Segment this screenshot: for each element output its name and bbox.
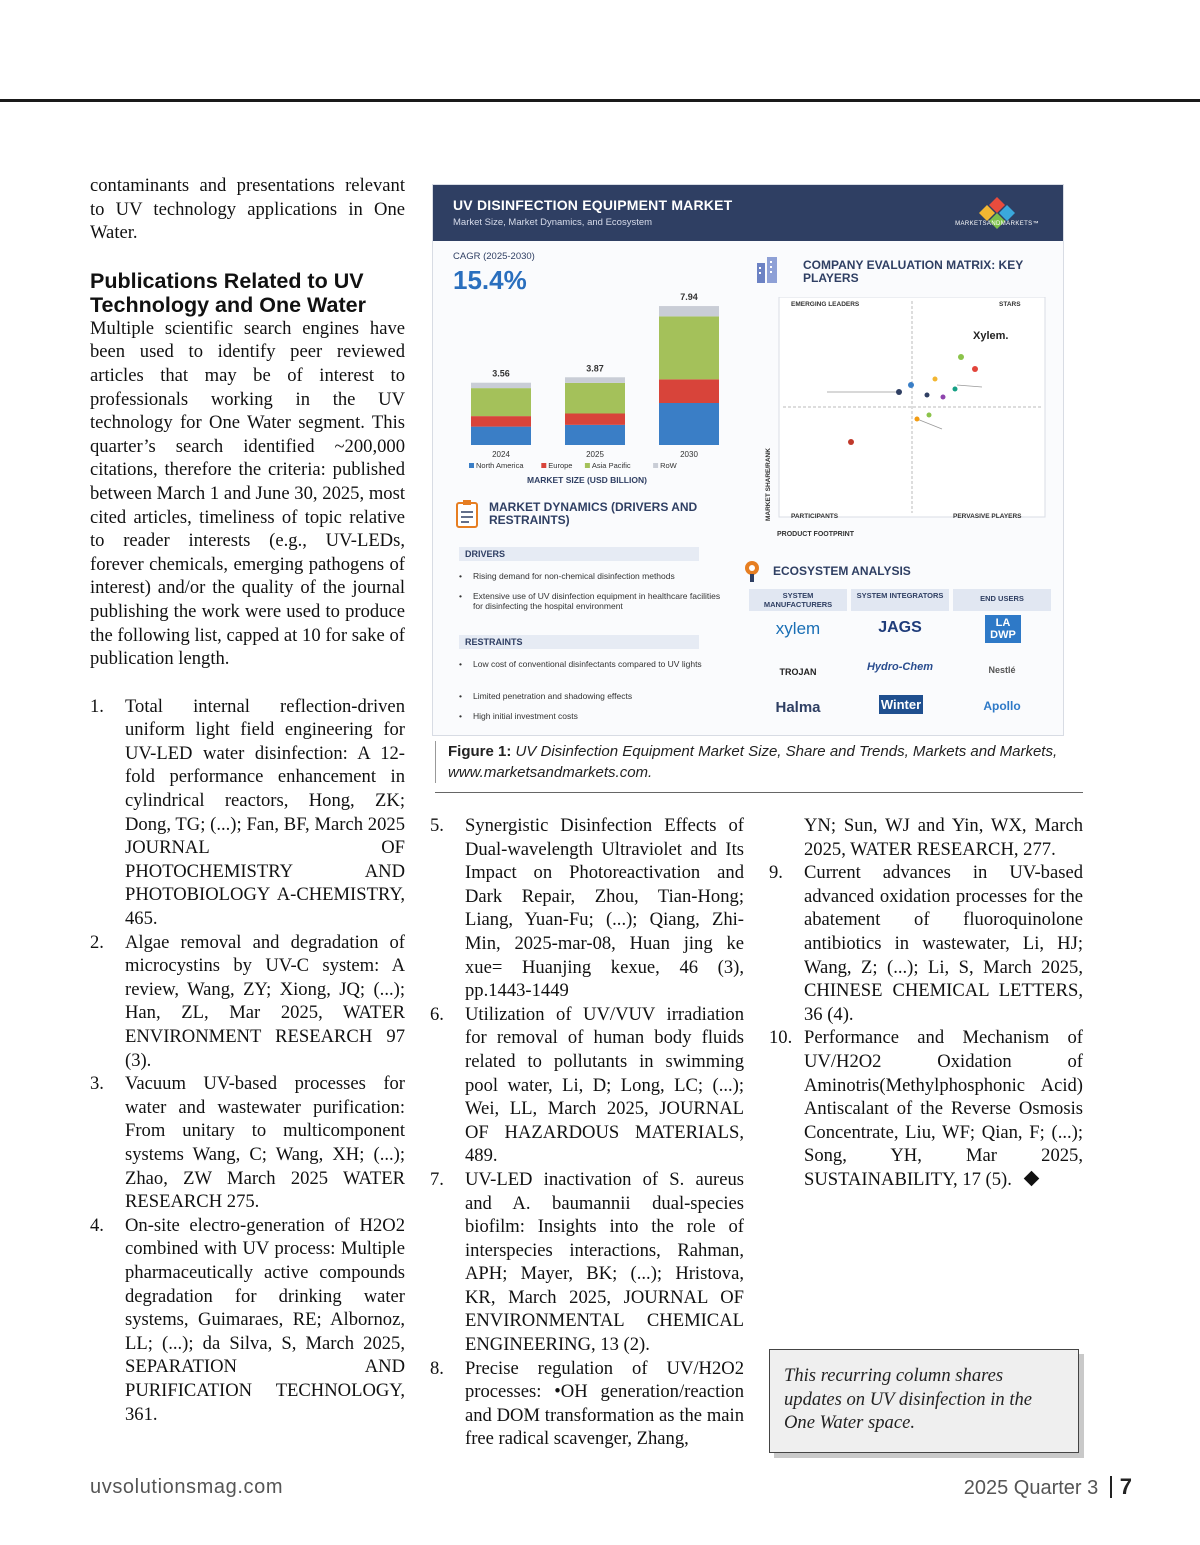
market-share-axis-label: MARKET SHARE/RANK bbox=[765, 448, 772, 521]
section-body: Multiple scientific search engines have been used to identify peer reviewed articles that may be of interest to professionals working in the UV technology for One Water segment. This quarter’s search identified ~200,000 citations, therefore the criteria: published between March 1 and June 30, 2025, most cited articles, timeliness of topic relative to reader interests (e.g., UV-LEDs, forever chemicals, emerging pathogens of interest) and/or the quality of the journal publishing the work were used to produce the following list, capped at 10 for sake of publication length. bbox=[90, 317, 405, 670]
legend-label: Europe bbox=[548, 461, 573, 470]
matrix-point bbox=[915, 417, 920, 422]
legend-swatch bbox=[541, 463, 546, 468]
driver-item: • Rising demand for non-chemical disinfection methods bbox=[461, 571, 726, 581]
x-tick-label: 2025 bbox=[586, 450, 604, 459]
caption-rule bbox=[435, 792, 1083, 793]
footer-site[interactable]: uvsolutionsmag.com bbox=[90, 1476, 284, 1498]
reference-item: 9. Current advances in UV-based advanced oxidation processes for the abatement of fluoroquinolone antibiotics in wastewater, Li, HJ; Wang, Z; (...); Li, S, March 2025, CHINESE CHEMICAL LETTERS, 36 (4). bbox=[769, 862, 1083, 1025]
ladwp-logo: LA DWP bbox=[985, 615, 1021, 643]
issue-label: 2025 Quarter 3 bbox=[963, 1477, 1099, 1499]
nestle-logo: Nestlé bbox=[988, 665, 1016, 675]
footer-issue bbox=[964, 1474, 1132, 1500]
apollo-logo: Apollo bbox=[983, 699, 1021, 713]
bar-total-label: 3.87 bbox=[586, 363, 604, 374]
caption-text: UV Disinfection Equipment Market Size, Share and Trends, Markets and Markets, www.marketsandmarkets.com. bbox=[448, 743, 1058, 781]
section-heading: Publications Related to UV Technology and One Water bbox=[90, 268, 366, 317]
intro-paragraph: contaminants and presentations relevant to UV technology applications in One Water. bbox=[90, 175, 405, 244]
matrix-point bbox=[908, 382, 914, 388]
reference-item: 2. Algae removal and degradation of microcystins by UV-C system: A review, Wang, ZY; Xiong, JQ; (...); Han, ZL, Mar 2025, WATER ENVIRONMENT RESEARCH 97 (3). bbox=[90, 931, 405, 1071]
x-tick-label: 2024 bbox=[492, 450, 510, 459]
drivers-tag: DRIVERS bbox=[459, 547, 699, 561]
column-1 bbox=[90, 174, 405, 1426]
figure-header bbox=[433, 185, 1064, 241]
reference-list-1 bbox=[90, 695, 405, 1426]
restraints-tag: RESTRAINTS bbox=[459, 635, 699, 649]
reference-item: 3. Vacuum UV-based processes for water and wastewater purification: From unitary to multicomponent systems Wang, C; Wang, XH; (...); Zhao, ZW March 2025 WATER RESEARCH 275. bbox=[90, 1073, 405, 1213]
column-callout: This recurring column shares updates on UV disinfection in the One Water space. bbox=[769, 1349, 1079, 1453]
bar-segment bbox=[565, 377, 625, 383]
buildings-icon bbox=[755, 255, 781, 285]
product-footprint-label: PRODUCT FOOTPRINT bbox=[777, 531, 854, 538]
market-size-chart bbox=[453, 285, 743, 495]
bar-segment bbox=[471, 416, 531, 427]
column-2 bbox=[430, 814, 744, 1451]
matrix-title: COMPANY EVALUATION MATRIX: KEY PLAYERS bbox=[803, 258, 1024, 285]
figure-title: UV DISINFECTION EQUIPMENT MARKET bbox=[453, 197, 733, 213]
reference-item: 6. Utilization of UV/VUV irradiation for removal of human body fluids related to pollutants in swimming pool water, Li, D; Long, LC; (...); Wei, LL, March 2025, JOURNAL OF HAZARDOUS MATERIALS, 489. bbox=[430, 1003, 744, 1167]
stars-label: STARS bbox=[999, 301, 1021, 308]
figure-caption bbox=[435, 741, 1083, 783]
bar-segment bbox=[659, 403, 719, 445]
x-tick-label: 2030 bbox=[680, 450, 698, 459]
reference-item: 4. On-site electro-generation of H2O2 combined with UV process: Multiple pharmaceutically active compounds degradation for drinking water systems, Guimaraes, RE; Albornoz, LL; (...); da Silva, S, March 2025, SEPARATION AND PURIFICATION TECHNOLOGY, 361. bbox=[90, 1214, 405, 1425]
ecosystem-head-end-users: END USERS bbox=[953, 589, 1051, 611]
legend-label: North America bbox=[476, 461, 524, 470]
logo-text: MARKETSANDMARKETS™ bbox=[955, 221, 1039, 227]
bar-segment bbox=[659, 379, 719, 403]
market-size-label: MARKET SIZE (USD BILLION) bbox=[527, 475, 647, 485]
hydro-chem-logo: Hydro-Chem bbox=[866, 661, 933, 673]
clipboard-icon bbox=[455, 499, 479, 529]
reference-item: 5. Synergistic Disinfection Effects of Dual-wavelength Ultraviolet and Its Impact on Photoreactivation and Dark Repair, Zhou, Tian-Hong; Liang, Yuan-Fu; (...); Qiang, Zhi-Min, 2025-mar-08, Huan jing ke xue= Huanjing kexue, 46 (3), pp.1443-1449 bbox=[430, 815, 744, 1002]
reference-list-2 bbox=[430, 814, 744, 1451]
bar-segment bbox=[659, 316, 719, 379]
reference-item: 7. UV-LED inactivation of S. aureus and A. baumannii dual-species biofilm: Insights into the role of interspecies interactions, Rahman, APH; Mayer, BK; (...); Hristova, KR, March 2025, JOURNAL OF ENVIRONMENTAL CHEMICAL ENGINEERING, 13 (2). bbox=[430, 1168, 744, 1356]
leader-label: Xylem. bbox=[973, 330, 1009, 342]
matrix-point bbox=[927, 413, 932, 418]
bar-segment bbox=[471, 388, 531, 416]
bar-segment bbox=[565, 414, 625, 425]
legend-label: Asia Pacific bbox=[591, 461, 631, 470]
figure-subtitle: Market Size, Market Dynamics, and Ecosystem bbox=[453, 217, 653, 228]
halma-logo: Halma bbox=[775, 699, 821, 716]
caption-label: Figure 1: bbox=[448, 743, 512, 760]
reference-item: 1. Total internal reflection-driven uniform light field engineering for UV-LED water disinfection: A 12-fold performance enhancement in cylindrical reactors, Hong, ZK; Dong, TG; (...); Fan, BF, March 2025 JOURNAL OF PHOTOCHEMISTRY AND PHOTOBIOLOGY A-CHEMISTRY, 465. bbox=[90, 695, 405, 930]
bar-segment bbox=[565, 425, 625, 445]
ecosystem-icon bbox=[743, 559, 761, 583]
reference-list-3 bbox=[769, 861, 1083, 1191]
cagr-value: 15.4% bbox=[453, 265, 527, 295]
matrix-point bbox=[848, 439, 854, 445]
legend-swatch bbox=[653, 463, 658, 468]
participants-label: PARTICIPANTS bbox=[791, 513, 839, 520]
restraint-item: • High initial investment costs bbox=[461, 711, 726, 721]
footer-divider bbox=[1110, 1476, 1112, 1498]
legend-label: RoW bbox=[660, 461, 677, 470]
bar-segment bbox=[471, 427, 531, 445]
matrix-point bbox=[896, 389, 902, 395]
winter-logo: Winter bbox=[880, 697, 922, 712]
end-mark-icon bbox=[1024, 1171, 1040, 1187]
restraint-item: • Limited penetration and shadowing effects bbox=[461, 691, 726, 701]
xylem-logo: xylem bbox=[775, 619, 821, 638]
bar-segment bbox=[565, 383, 625, 414]
ecosystem-head-manufacturers: SYSTEM MANUFACTURERS bbox=[749, 589, 847, 611]
bar-segment bbox=[659, 306, 719, 316]
reference-item: 8. Precise regulation of UV/H2O2 processes: •OH generation/reaction and DOM transformation as the main free radical scavenger, Zhang, bbox=[430, 1357, 744, 1450]
restraint-item: • Low cost of conventional disinfectants compared to UV lights bbox=[461, 659, 726, 669]
bar-total-label: 7.94 bbox=[680, 292, 698, 303]
reference-continuation: YN; Sun, WJ and Yin, WX, March 2025, WATER RESEARCH, 277. bbox=[804, 815, 1083, 860]
matrix-point bbox=[972, 366, 978, 372]
ecosystem-head-integrators: SYSTEM INTEGRATORS bbox=[851, 589, 949, 611]
legend-swatch bbox=[469, 463, 474, 468]
matrix-point bbox=[958, 354, 964, 360]
page-number: 7 bbox=[1119, 1474, 1132, 1499]
reference-item: 10. Performance and Mechanism of UV/H2O2 Oxidation of Aminotris(Methylphosphonic Acid) Antiscalant of the Reverse Osmosis Concentrate, Liu, WF; Qian, F; (...); Song, YH, Mar 2025, SUSTAINABILITY, 17 (5). bbox=[769, 1027, 1083, 1190]
bar-segment bbox=[471, 383, 531, 388]
pervasive-players-label: PERVASIVE PLAYERS bbox=[953, 513, 1022, 520]
ecosystem-title: ECOSYSTEM ANALYSIS bbox=[773, 564, 911, 578]
emerging-leaders-label: EMERGING LEADERS bbox=[791, 301, 860, 308]
legend-swatch bbox=[585, 463, 590, 468]
matrix-point bbox=[941, 395, 946, 400]
dynamics-title: MARKET DYNAMICS (DRIVERS AND RESTRAINTS) bbox=[489, 500, 698, 527]
cagr-label: CAGR (2025-2030) bbox=[453, 251, 535, 262]
market-figure bbox=[432, 184, 1064, 736]
bar-total-label: 3.56 bbox=[492, 368, 510, 379]
top-rule bbox=[0, 99, 1200, 102]
column-3 bbox=[769, 814, 1083, 1192]
driver-item: • Extensive use of UV disinfection equipment in healthcare facilities for disinfecting the hospital environment bbox=[461, 591, 726, 611]
marketsandmarkets-logo-icon bbox=[957, 195, 1037, 235]
matrix-point bbox=[925, 393, 930, 398]
trojan-logo: TROJAN bbox=[779, 667, 817, 677]
matrix-point bbox=[953, 387, 958, 392]
jags-logo: JAGS bbox=[878, 619, 922, 636]
matrix-point bbox=[933, 377, 938, 382]
